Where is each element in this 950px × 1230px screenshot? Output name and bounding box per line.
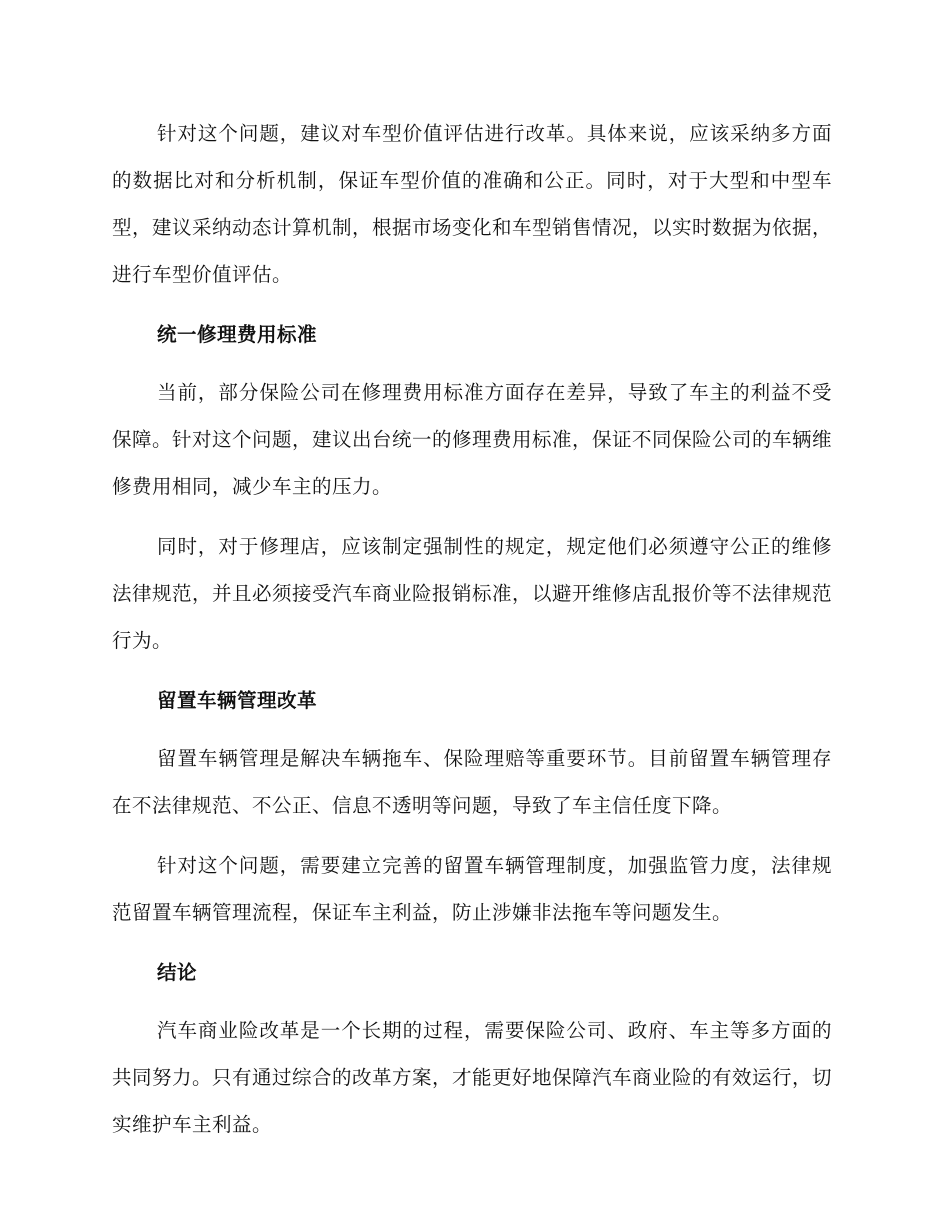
paragraph-impounded-vehicle-solution: 针对这个问题，需要建立完善的留置车辆管理制度，加强监管力度，法律规范留置车辆管理流程，保证车主利益，防止涉嫌非法拖车等问题发生。 (112, 854, 832, 924)
paragraph-impounded-vehicle-issue: 留置车辆管理是解决车辆拖车、保险理赔等重要环节。目前留置车辆管理存在不法律规范、不公正、信息不透明等问题，导致了车主信任度下降。 (112, 747, 832, 817)
heading-conclusion: 结论 (157, 961, 198, 984)
paragraph-repair-cost: 当前，部分保险公司在修理费用标准方面存在差异，导致了车主的利益不受保障。针对这个问题，建议出台统一的修理费用标准，保证不同保险公司的车辆维修费用相同，减少车主的压力。 (112, 381, 833, 498)
paragraph-repair-shops: 同时，对于修理店，应该制定强制性的规定，规定他们必须遵守公正的维修法律规范，并且必须接受汽车商业险报销标准，以避开维修店乱报价等不法律规范行为。 (112, 535, 833, 652)
document-body (112, 110, 832, 1148)
heading-repair-cost-standard: 统一修理费用标准 (157, 323, 318, 346)
heading-impounded-vehicle-reform: 留置车辆管理改革 (157, 689, 318, 712)
paragraph-conclusion: 汽车商业险改革是一个长期的过程，需要保险公司、政府、车主等多方面的共同努力。只有通过综合的改革方案，才能更好地保障汽车商业险的有效运行，切实维护车主利益。 (112, 1019, 833, 1136)
paragraph-vehicle-valuation: 针对这个问题，建议对车型价值评估进行改革。具体来说，应该采纳多方面的数据比对和分析机制，保证车型价值的准确和公正。同时，对于大型和中型车型，建议采纳动态计算机制，根据市场变化和车型销售情况，以实时数据为依据，进行车型价值评估。 (112, 122, 833, 286)
